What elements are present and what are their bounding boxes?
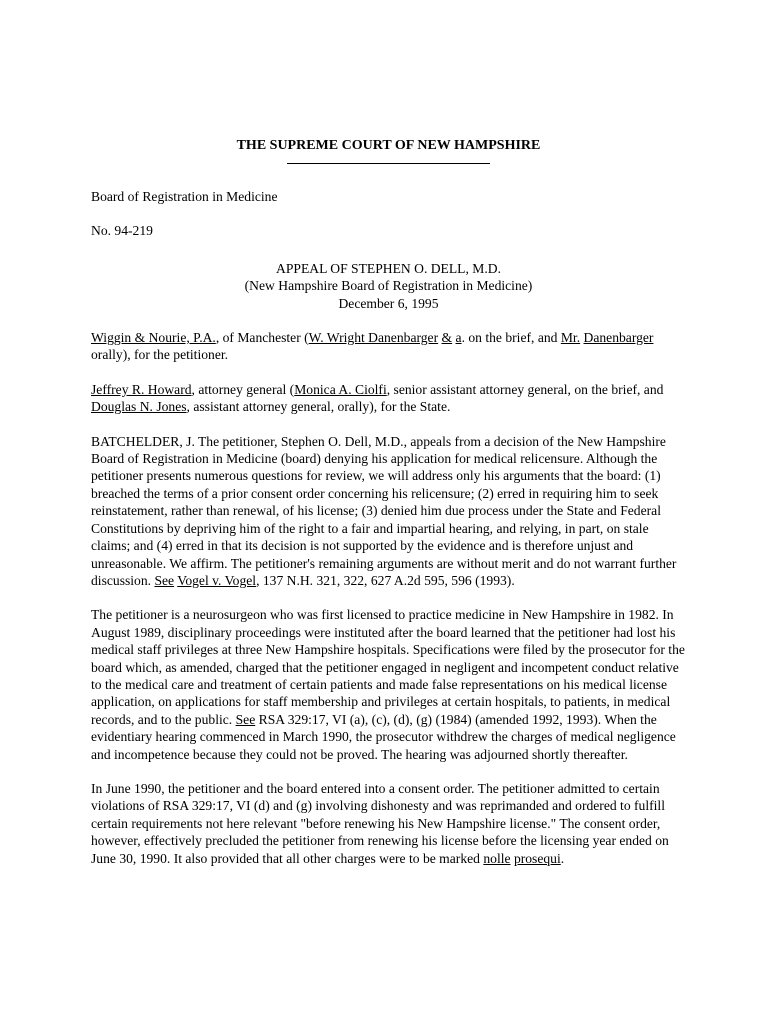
opinion-paragraph-2 (91, 606, 686, 763)
counsel-petitioner (91, 329, 686, 364)
decision-date: December 6, 1995 (338, 295, 439, 311)
see-signal: See (154, 572, 175, 588)
counsel-text: orally), for the petitioner. (91, 347, 229, 363)
oral-counsel-name: Danenbarger (583, 330, 654, 346)
case-citation: Vogel v. Vogel (177, 572, 257, 588)
mr-title: Mr. (560, 330, 581, 346)
title-rule (287, 163, 490, 164)
counsel-state (91, 381, 686, 416)
counsel-text: , attorney general ( (191, 381, 295, 397)
paragraph-text: In June 1990, the petitioner and the board entered into a consent order. The petitioner admitted to certain violations of RSA 329:17, VI (d) and (g) involving dishonesty and was reprimanded and ordered to fulfill certain requirements not here relevant "before renewing his New Hampshire license." The consent order, however, effectively precluded the petitioner from renewing his license before the licensing year ended on June 30, 1990. It also provided that all other charges were to be marked (91, 780, 669, 866)
counsel-text: , senior assistant attorney general, on the brief, and (386, 381, 664, 397)
paragraph-text: RSA 329:17, VI (a), (c), (d), (g) (1984) (amended 1992, 1993). When the evidentiary hearing commenced in March 1990, the prosecutor withdrew the charges of medical negligence and incompetence because they could not be proved. The hearing was adjourned shortly thereafter. (91, 711, 676, 762)
attorney-general-name: Jeffrey R. Howard (91, 381, 192, 397)
caption-title: APPEAL OF STEPHEN O. DELL, M.D. (276, 260, 501, 276)
attorney-name: W. Wright Danenbarger (308, 330, 439, 346)
opinion-paragraph-3 (91, 780, 686, 867)
latin-term-nolle: nolle (483, 850, 511, 866)
see-signal: See (235, 711, 256, 727)
paragraph-text: The petitioner is a neurosurgeon who was first licensed to practice medicine in New Hampshire in 1982. In August 1989, disciplinary proceedings were instituted after the board learned that the petitioner had lost his medical staff privileges at three New Hampshire hospitals. Specifications were filed by the prosecutor for the board which, as amended, charged that the petitioner engaged in negligent and incompetent conduct relative to the medical care and treatment of certain patients and made false representations on his medical license application, on applications for staff membership and privileges at certain hospitals, to patients, in medical records, and to the public. (91, 607, 685, 727)
case-caption (91, 260, 686, 312)
paragraph-text: . (560, 850, 565, 866)
initial-a: a (455, 330, 462, 346)
docket-number: No. 94-219 (91, 223, 153, 239)
counsel-text: . on the brief, and (461, 330, 561, 346)
senior-assistant-name: Monica A. Ciolfi (294, 381, 387, 397)
firm-name: Wiggin & Nourie, P.A. (91, 330, 216, 346)
court-title: THE SUPREME COURT OF NEW HAMPSHIRE (236, 138, 541, 153)
paragraph-text: , 137 N.H. 321, 322, 627 A.2d 595, 596 (1993). (256, 572, 515, 588)
assistant-name: Douglas N. Jones (91, 399, 187, 415)
document-page (91, 137, 686, 867)
latin-term-prosequi: prosequi (513, 850, 561, 866)
opinion-paragraph-1 (91, 433, 686, 590)
paragraph-text: BATCHELDER, J. The petitioner, Stephen O. Dell, M.D., appeals from a decision of the New Hampshire Board of Registration in Medicine (board) denying his application for medical relicensure. Although the petitioner presents numerous questions for review, we will address only his arguments that the board: (1) breached the terms of a prior consent order concerning his relicensure; (2) erred in requiring him to seek reinstatement, rather than renewal, of his license; (3) denied him due process under the State and Federal Constitutions by depriving him of the right to a fair and impartial hearing, and relying, in part, on stale claims; and (4) erred in that its decision is not supported by the evidence and is therefore unjust and unreasonable. We affirm. The petitioner's remaining arguments are without merit and do not warrant further discussion. (91, 433, 677, 588)
counsel-text: , of Manchester ( (215, 330, 309, 346)
counsel-text: , assistant attorney general, orally), for the State. (186, 399, 451, 415)
board-line: Board of Registration in Medicine (91, 189, 278, 204)
ampersand: & (441, 330, 453, 346)
caption-subtitle: (New Hampshire Board of Registration in Medicine) (244, 278, 533, 294)
